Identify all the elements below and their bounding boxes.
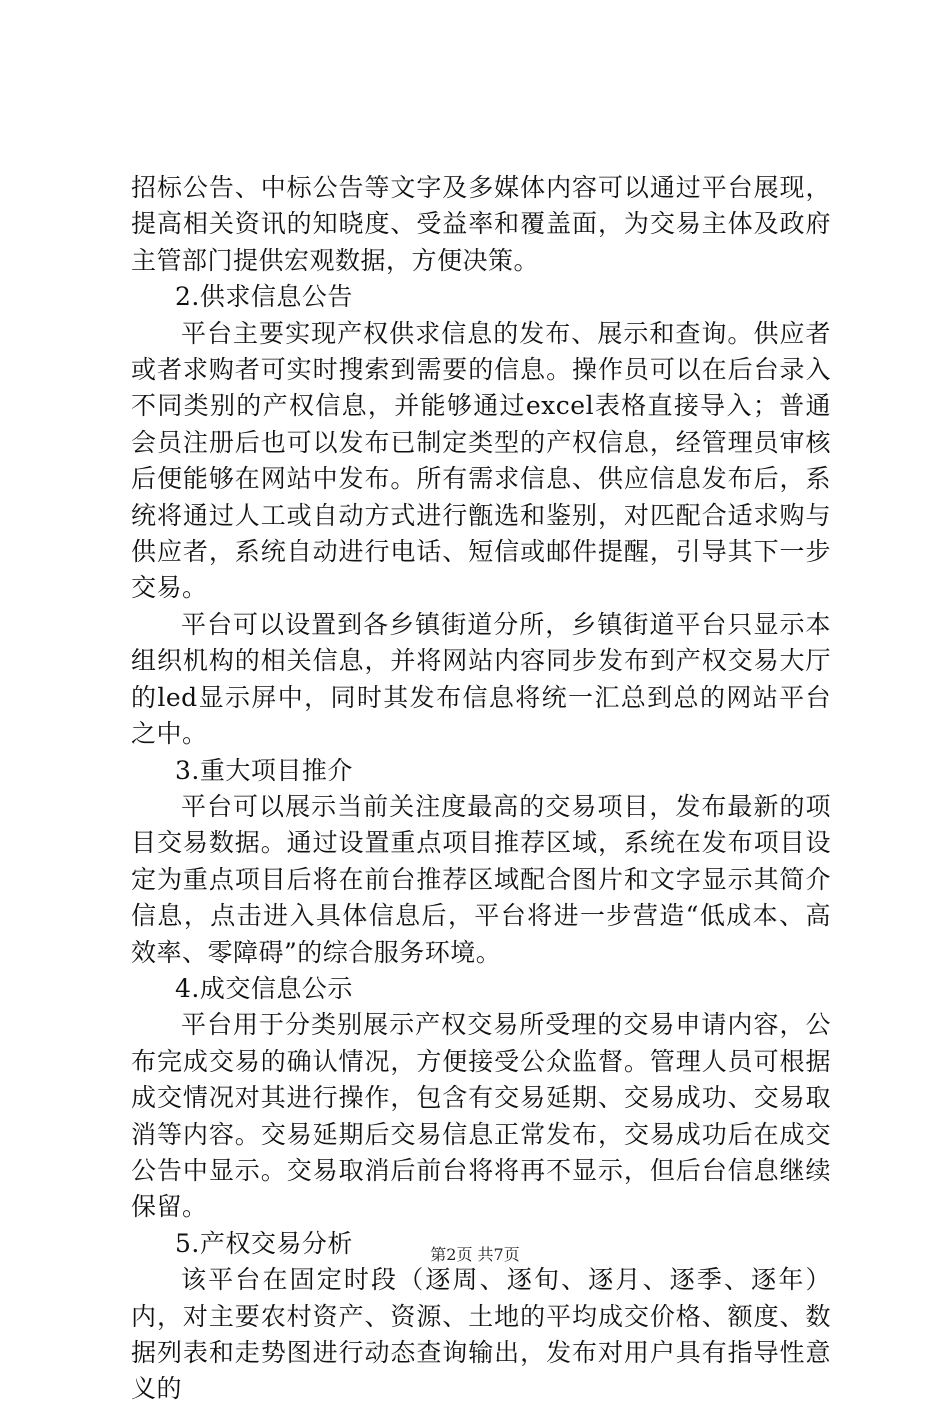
- section-heading-5: 5.产权交易分析: [175, 1228, 353, 1258]
- paragraph-intro-continuation: 招标公告、中标公告等文字及多媒体内容可以通过平台展现，提高相关资讯的知晓度、受益率和覆盖面，为交易主体及政府主管部门提供宏观数据，方便决策。: [131, 173, 831, 275]
- section-heading-3: 3.重大项目推介: [175, 755, 353, 785]
- section-heading-2: 2.供求信息公告: [175, 282, 353, 312]
- paragraph-supply-demand: 平台主要实现产权供求信息的发布、展示和查询。供应者或者求购者可实时搜索到需要的信息。操作员可以在后台录入不同类别的产权信息，并能够通过excel表格直接导入；普通会员注册后也可以发布已制定类型的产权信息，经管理员审核后便能够在网站中发布。所有需求信息、供应信息发布后，系统将通过人工或自动方式进行甑选和鉴别，对匹配合适求购与供应者，系统自动进行电话、短信或邮件提醒，引导其下一步交易。: [131, 318, 831, 603]
- page-footer: 第2页 共7页: [430, 1245, 520, 1264]
- paragraph-transaction-analysis: 该平台在固定时段（逐周、逐旬、逐月、逐季、逐年）内，对主要农村资产、资源、土地的平均成交价格、额度、数据列表和走势图进行动态查询输出，发布对用户具有指导性意义的: [131, 1265, 831, 1404]
- document-body: [131, 170, 831, 1408]
- paragraph-major-projects: 平台可以展示当前关注度最高的交易项目，发布最新的项目交易数据。通过设置重点项目推荐区域，系统在发布项目设定为重点项目后将在前台推荐区域配合图片和文字显示其简介信息，点击进入具体信息后，平台将进一步营造“低成本、高效率、零障碍”的综合服务环境。: [131, 791, 831, 967]
- paragraph-transaction-disclosure: 平台用于分类别展示产权交易所受理的交易申请内容，公布完成交易的确认情况，方便接受公众监督。管理人员可根据成交情况对其进行操作，包含有交易延期、交易成功、交易取消等内容。交易延期后交易信息正常发布，交易成功后在成交公告中显示。交易取消后前台将将再不显示，但后台信息继续保留。: [131, 1010, 831, 1222]
- section-heading-4: 4.成交信息公示: [175, 973, 353, 1003]
- paragraph-township-branches: 平台可以设置到各乡镇街道分所，乡镇街道平台只显示本组织机构的相关信息，并将网站内容同步发布到产权交易大厅的led显示屏中，同时其发布信息将统一汇总到总的网站平台之中。: [131, 609, 831, 749]
